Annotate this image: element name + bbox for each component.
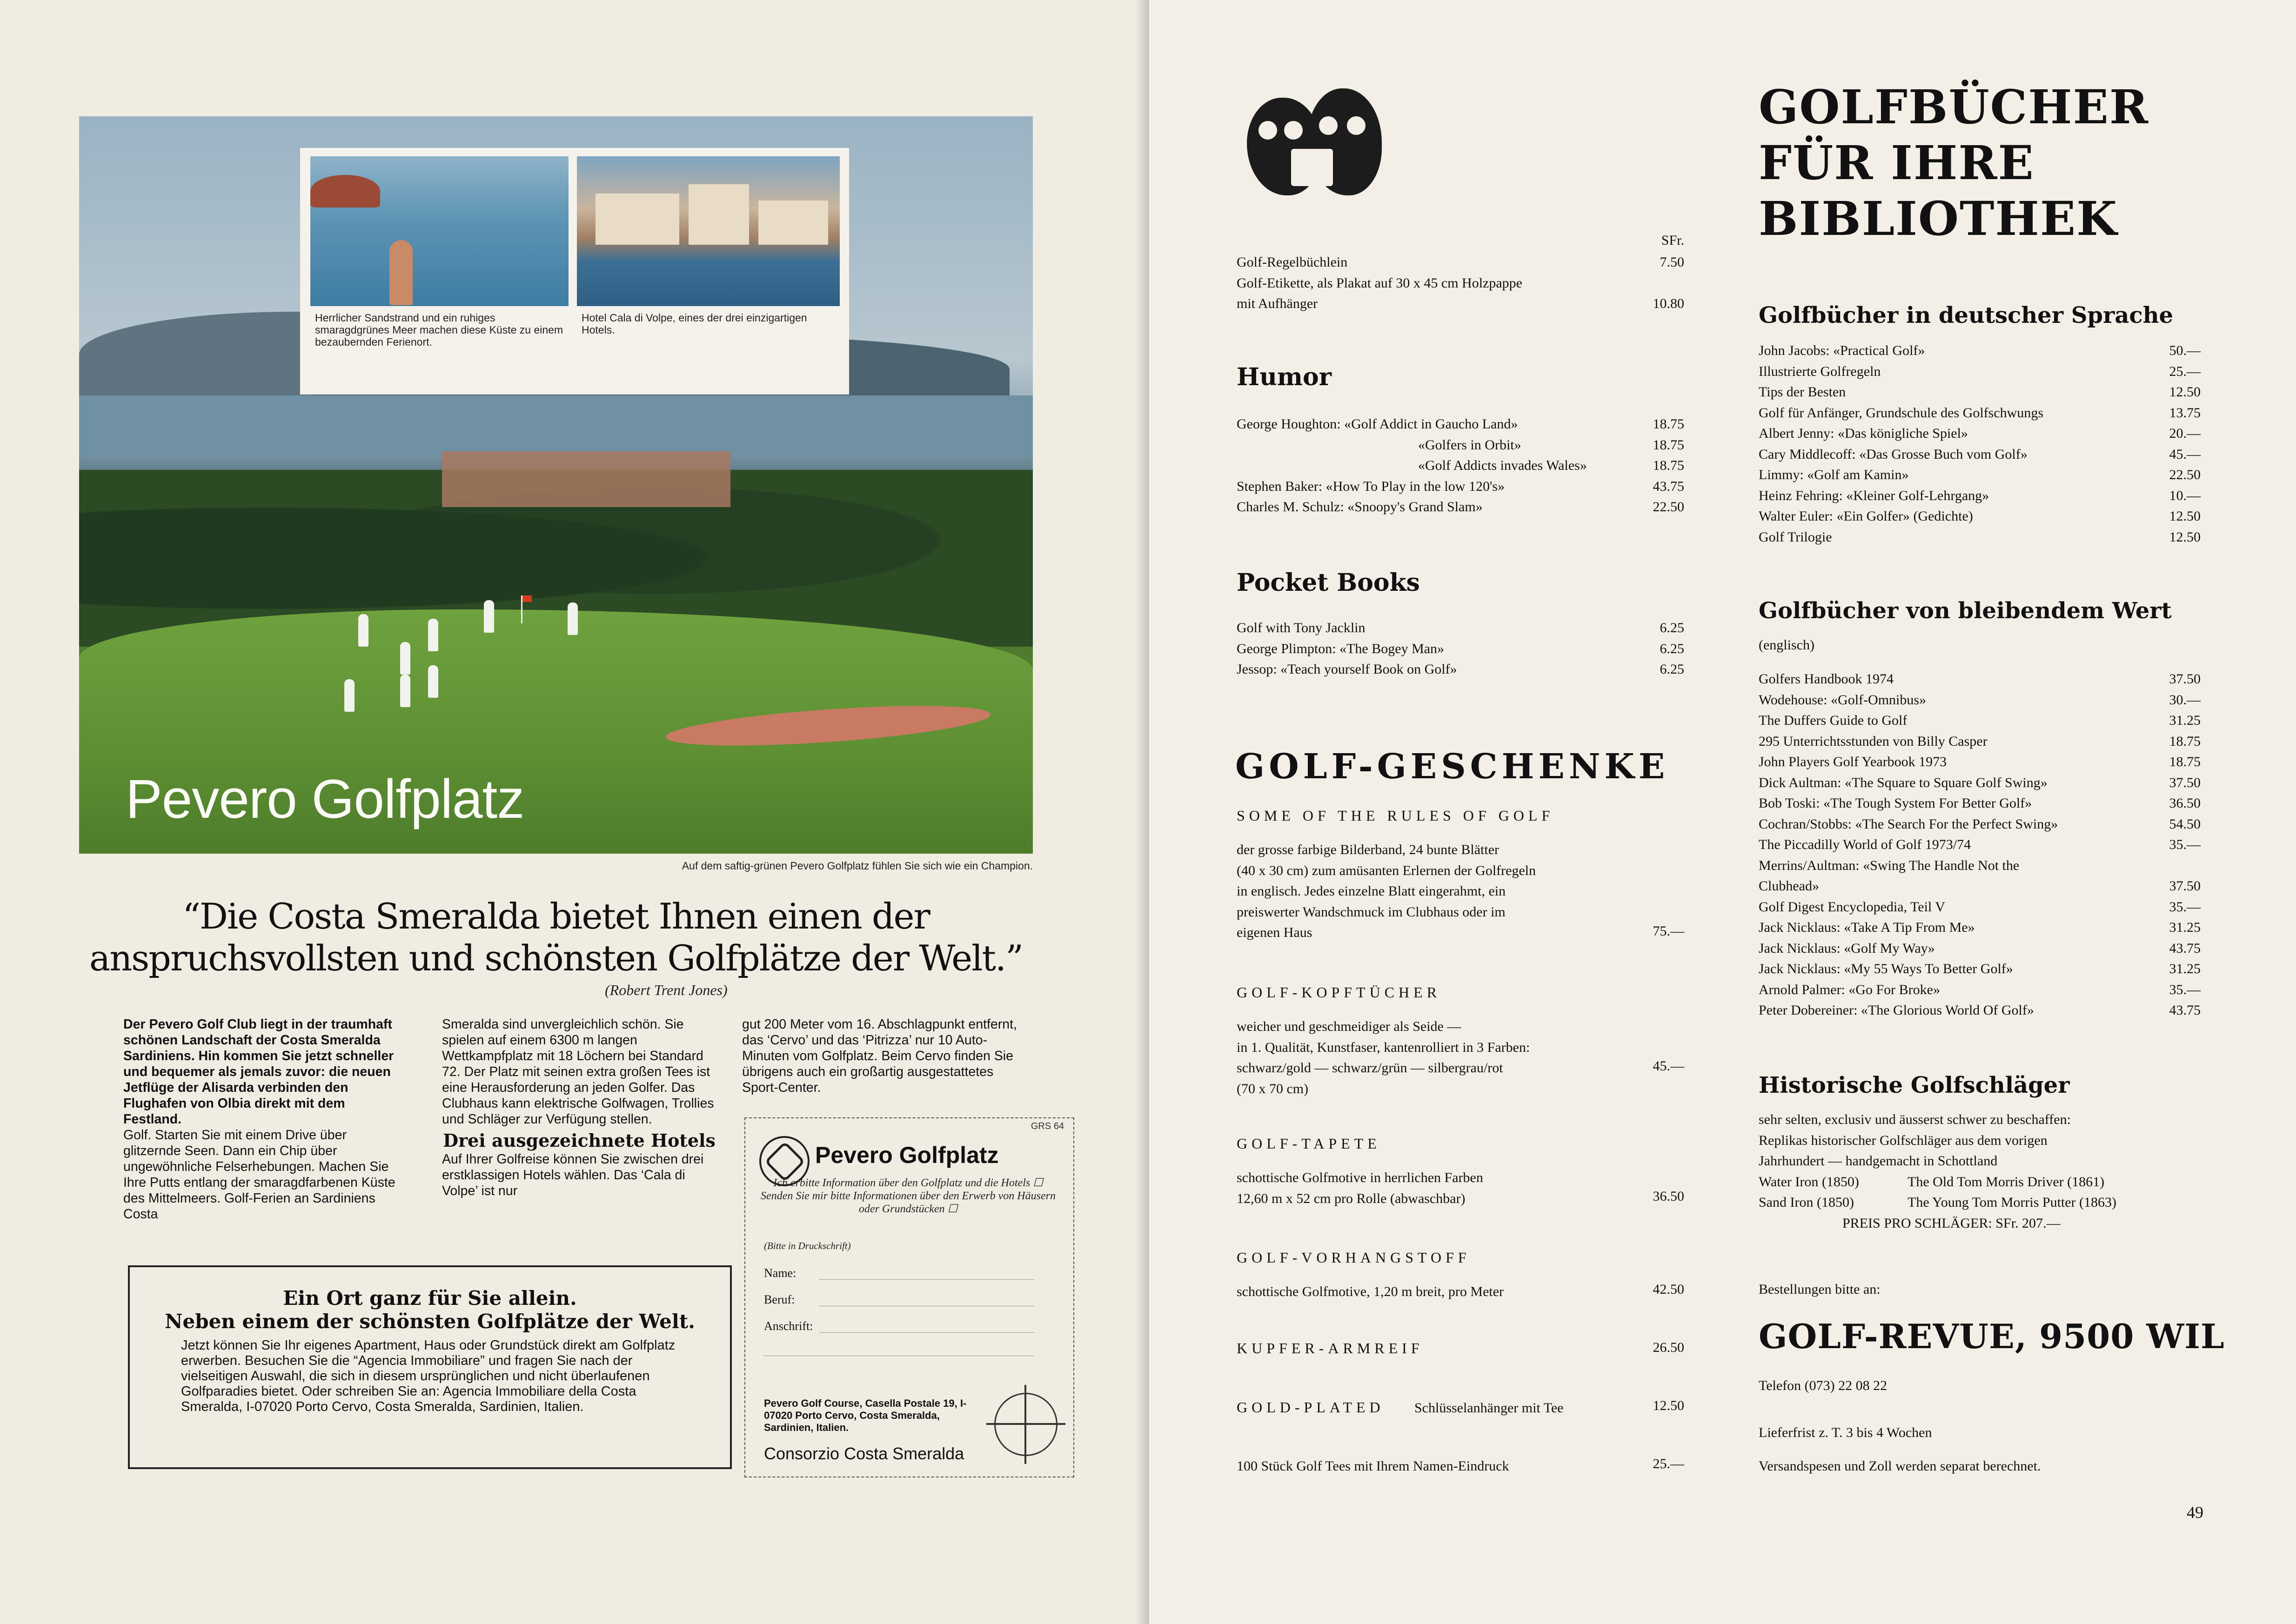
flag-icon bbox=[521, 595, 522, 623]
wert-heading: Golfbücher von bleibendem Wert bbox=[1759, 598, 2172, 624]
list-item: Wodehouse: «Golf-Omnibus» 30.— bbox=[1759, 692, 2201, 708]
quote-attribution: (Robert Trent Jones) bbox=[605, 982, 728, 998]
quote-line: anspruchsvollsten und schönsten Golfplätze der Welt.” bbox=[89, 937, 1023, 979]
list-item: mit Aufhänger 10.80 bbox=[1237, 296, 1684, 311]
inset-caption-hotel: Hotel Cala di Volpe, eines der drei einzigartigen Hotels. bbox=[582, 312, 807, 336]
lieferfrist: Lieferfrist z. T. 3 bis 4 Wochen bbox=[1759, 1425, 1932, 1440]
list-item: George Plimpton: «The Bogey Man» 6.25 bbox=[1237, 641, 1684, 656]
coupon-hint: (Bitte in Druckschrift) bbox=[764, 1240, 851, 1251]
golfer-figure bbox=[568, 602, 578, 635]
title-line: BIBLIOTHEK bbox=[1759, 191, 2118, 246]
list-item: Clubhead» 37.50 bbox=[1759, 878, 2201, 894]
name-field[interactable] bbox=[820, 1279, 1034, 1280]
golfer-figure bbox=[428, 665, 438, 698]
golfer-figure bbox=[484, 600, 494, 633]
list-item: Cary Middlecoff: «Das Grosse Buch vom Golf» 45.— bbox=[1759, 446, 2201, 462]
cartoon-golfers-icon bbox=[1238, 79, 1386, 205]
photo-title: Pevero Golfplatz bbox=[126, 769, 524, 830]
house-shape bbox=[758, 200, 828, 245]
humor-heading: Humor bbox=[1237, 363, 1332, 391]
box-heading: Ein Ort ganz für Sie allein. bbox=[283, 1287, 577, 1310]
list-item: Jack Nicklaus: «Golf My Way» 43.75 bbox=[1759, 940, 2201, 956]
wert-list bbox=[1759, 669, 2201, 1021]
list-item: Golf-Regelbüchlein 7.50 bbox=[1237, 254, 1684, 270]
golfer-figure bbox=[428, 619, 438, 651]
coupon-code: GRS 64 bbox=[1031, 1121, 1064, 1131]
photo-caption: Auf dem saftig-grünen Pevero Golfplatz fühlen Sie sich wie ein Champion. bbox=[682, 860, 1033, 872]
golfer-figure bbox=[358, 614, 368, 647]
list-item: The Duffers Guide to Golf 31.25 bbox=[1759, 713, 2201, 728]
list-item: Cochran/Stobbs: «The Search For the Perfect Swing» 54.50 bbox=[1759, 816, 2201, 832]
kopftuecher-price: 45.— bbox=[1653, 1058, 1684, 1074]
list-item: John Players Golf Yearbook 1973 18.75 bbox=[1759, 754, 2201, 769]
list-item: Golfers Handbook 1974 37.50 bbox=[1759, 671, 2201, 687]
title-line: FÜR IHRE bbox=[1759, 135, 2035, 190]
tapete-price: 36.50 bbox=[1653, 1189, 1684, 1204]
cartoon-book bbox=[1291, 149, 1333, 186]
list-item: Golf Trilogie 12.50 bbox=[1759, 529, 2201, 545]
gold-plated-heading: GOLD-PLATED bbox=[1237, 1399, 1385, 1416]
coupon-address: Pevero Golf Course, Casella Postale 19, I-07020 Porto Cervo, Costa Smeralda, Sardinien, Italien. bbox=[764, 1397, 967, 1433]
hotels-heading: Drei ausgezeichnete Hotels bbox=[443, 1130, 716, 1151]
ad-intro: Der Pevero Golf Club liegt in der traumhaft schönen Landschaft der Costa Smeralda Sardiniens. Hin kommen Sie jetzt schneller und bequemer als jemals zuvor: die neuen Jetflüge der Alisarda verbinden den Flughafen von Olbia direkt mit dem Festland. bbox=[123, 1017, 394, 1127]
top-items-list bbox=[1237, 252, 1684, 314]
list-item: Golf-Etikette, als Plakat auf 30 x 45 cm Holzpappe bbox=[1237, 275, 1522, 291]
inset-caption-beach: Herrlicher Sandstrand und ein ruhiges smaragdgrünes Meer machen diese Küste zu einem bezaubernden Ferienort. bbox=[315, 312, 563, 348]
currency-label: SFr. bbox=[1661, 233, 1684, 248]
list-item: Illustrierte Golfregeln 25.— bbox=[1759, 363, 2201, 379]
golfer-figure bbox=[400, 675, 410, 707]
kupfer-price: 26.50 bbox=[1653, 1340, 1684, 1355]
list-item: Golf with Tony Jacklin 6.25 bbox=[1237, 620, 1684, 635]
list-item: Peter Dobereiner: «The Glorious World Of Golf» 43.75 bbox=[1759, 1002, 2201, 1018]
kopftuecher-heading: GOLF-KOPFTÜCHER bbox=[1237, 984, 1441, 1001]
list-item: Limmy: «Golf am Kamin» 22.50 bbox=[1759, 467, 2201, 482]
vorhangstoff-price: 42.50 bbox=[1653, 1282, 1684, 1297]
house-shape bbox=[689, 184, 749, 245]
list-item: Dick Aultman: «The Square to Square Golf Swing» 37.50 bbox=[1759, 775, 2201, 790]
list-item: Albert Jenny: «Das königliche Spiel» 20.— bbox=[1759, 426, 2201, 441]
historische-text: sehr selten, exclusiv und äusserst schwer zu beschaffen: Replikas historischer Golfschläger aus dem vorigen Jahrhundert — handgemacht in Schottland Water Iron (1850) The Old Tom Morris Driver (1861) Sand Iron (1850) The Young Tom Morris Putter (1863) PREIS PRO SCHLÄGER: SFr. 207.— bbox=[1759, 1112, 2117, 1231]
list-item: Heinz Fehring: «Kleiner Golf-Lehrgang» 10.— bbox=[1759, 488, 2201, 503]
cartoon-eye bbox=[1319, 116, 1338, 135]
rules-heading: SOME OF THE RULES OF GOLF bbox=[1237, 807, 1554, 824]
list-item: 295 Unterrichtsstunden von Billy Casper 18.75 bbox=[1759, 733, 2201, 749]
rules-text: der grosse farbige Bilderband, 24 bunte Blätter (40 x 30 cm) zum amüsanten Erlernen der Golfregeln in englisch. Jedes einzelne Blatt eingerahmt, ein preiswerter Wandschmuck im Clubhaus oder im eigenen Haus bbox=[1237, 842, 1536, 940]
historische-heading: Historische Golfschläger bbox=[1759, 1072, 2070, 1098]
coupon-title: Pevero Golfplatz bbox=[815, 1142, 999, 1168]
inset-photos bbox=[300, 148, 849, 394]
list-item: Golf für Anfänger, Grundschule des Golfschwungs 13.75 bbox=[1759, 405, 2201, 421]
village-shape bbox=[442, 451, 730, 507]
order-label: Bestellungen bitte an: bbox=[1759, 1282, 1881, 1297]
name-label: Name: bbox=[764, 1266, 797, 1280]
real-estate-box bbox=[128, 1265, 732, 1469]
cartoon-eye bbox=[1284, 121, 1303, 140]
tees-price: 25.— bbox=[1653, 1456, 1684, 1471]
tapete-heading: GOLF-TAPETE bbox=[1237, 1135, 1381, 1152]
list-item: George Houghton: «Golf Addict in Gaucho Land» 18.75 bbox=[1237, 416, 1684, 432]
sea-shape bbox=[79, 395, 1033, 456]
compass-icon bbox=[994, 1393, 1058, 1456]
list-item: Tips der Besten 12.50 bbox=[1759, 384, 2201, 400]
cartoon-eye bbox=[1347, 116, 1366, 135]
ad-quote bbox=[79, 896, 1033, 979]
list-item: Jessop: «Teach yourself Book on Golf» 6.25 bbox=[1237, 662, 1684, 677]
deutsch-heading: Golfbücher in deutscher Sprache bbox=[1759, 302, 2173, 328]
hotel-photo bbox=[577, 156, 840, 306]
ad-paragraph: Golf. Starten Sie mit einem Drive über glitzernde Seen. Dann ein Chip über ungewöhnliche Felserhebungen. Machen Sie Ihre Putts entlang der smaragdfarbenen Küste des Mittelmeers. Golf-Ferien an Sardiniens Costa bbox=[123, 1128, 395, 1222]
list-item: Merrins/Aultman: «Swing The Handle Not the bbox=[1759, 857, 2020, 873]
ad-column-1 bbox=[123, 1016, 398, 1222]
box-subheading: Neben einem der schönsten Golfplätze der Welt. bbox=[165, 1310, 695, 1333]
geschenke-heading: GOLF-GESCHENKE bbox=[1235, 747, 1669, 787]
golfer-figure bbox=[400, 642, 410, 675]
rules-price: 75.— bbox=[1653, 923, 1684, 939]
gold-plated-text: Schlüsselanhänger mit Tee bbox=[1414, 1400, 1564, 1416]
telefon: Telefon (073) 22 08 22 bbox=[1759, 1378, 1888, 1393]
ad-paragraph: Smeralda sind unvergleichlich schön. Sie spielen auf einem 6300 m langen Wettkampfplatz mit 18 Löchern bei Standard 72. Der Platz mit seinen extra großen Tees ist eine Herausforderung an jeden Golfer. Das Clubhaus kann elektrische Golfwagen, Trollies und Schläger zur Verfügung stellen. bbox=[442, 1017, 714, 1127]
pocket-books-heading: Pocket Books bbox=[1237, 568, 1420, 597]
tapete-text: schottische Golfmotive in herrlichen Farben 12,60 m x 52 cm pro Rolle (abwaschbar) bbox=[1237, 1170, 1483, 1206]
quote-line: “Die Costa Smeralda bietet Ihnen einen der bbox=[182, 896, 930, 937]
beruf-label: Beruf: bbox=[764, 1293, 795, 1306]
consorzio-name: Consorzio Costa Smeralda bbox=[764, 1444, 964, 1463]
books-title bbox=[1759, 79, 2177, 247]
list-item: The Piccadilly World of Golf 1973/74 35.— bbox=[1759, 837, 2201, 852]
reply-coupon[interactable] bbox=[744, 1117, 1074, 1477]
vorhangstoff-text: schottische Golfmotive, 1,20 m breit, pro Meter bbox=[1237, 1284, 1504, 1299]
list-item: Jack Nicklaus: «My 55 Ways To Better Golf» 31.25 bbox=[1759, 961, 2201, 976]
wert-subheading: (englisch) bbox=[1759, 637, 1814, 653]
rock-shape bbox=[310, 175, 380, 207]
versand-note: Versandspesen und Zoll werden separat berechnet. bbox=[1759, 1458, 2041, 1474]
list-item: Bob Toski: «The Tough System For Better Golf» 36.50 bbox=[1759, 795, 2201, 811]
house-shape bbox=[596, 194, 679, 245]
pocket-books-list bbox=[1237, 618, 1684, 680]
anschrift-label: Anschrift: bbox=[764, 1319, 813, 1333]
kupfer-heading: KUPFER-ARMREIF bbox=[1237, 1340, 1424, 1357]
list-item: John Jacobs: «Practical Golf» 50.— bbox=[1759, 343, 2201, 358]
cartoon-eye bbox=[1258, 121, 1277, 140]
ad-column-2 bbox=[442, 1016, 716, 1199]
ad-paragraph: Auf Ihrer Golfreise können Sie zwischen drei erstklassigen Hotels wählen. Das ‘Cala di Volpe’ ist nur bbox=[442, 1152, 704, 1198]
list-item: Arnold Palmer: «Go For Broke» 35.— bbox=[1759, 982, 2201, 997]
list-item: Golf Digest Encyclopedia, Teil V 35.— bbox=[1759, 899, 2201, 915]
order-address: GOLF-REVUE, 9500 WIL bbox=[1759, 1317, 2225, 1356]
list-item: «Golf Addicts invades Wales» 18.75 bbox=[1418, 458, 1684, 473]
ad-paragraph: gut 200 Meter vom 16. Abschlagpunkt entfernt, das ‘Cervo’ und das ‘Pitrizza’ nur 10 Auto-Minuten vom Golfplatz. Beim Cervo finden Sie übrigens auch ein großartig ausgestattetes Sport-Center. bbox=[742, 1017, 1017, 1095]
list-item: Walter Euler: «Ein Golfer» (Gedichte) 12.50 bbox=[1759, 508, 2201, 524]
page-number: 49 bbox=[2187, 1503, 2203, 1522]
list-item: «Golfers in Orbit» 18.75 bbox=[1418, 437, 1684, 453]
anschrift-field[interactable] bbox=[820, 1332, 1034, 1333]
coupon-request-text: Ich erbitte Information über den Golfplatz und die Hotels ☐ Senden Sie mir bitte Informationen über den Erwerb von Häusern oder Grundstücken ☐ bbox=[761, 1177, 1056, 1215]
gold-plated-price: 12.50 bbox=[1653, 1398, 1684, 1413]
box-text: Jetzt können Sie Ihr eigenes Apartment, Haus oder Grundstück direkt am Golfplatz erwerben. Besuchen Sie die “Agencia Immobiliare” und fragen Sie nach der vielseitigen Auswahl, die sich in diesem ursprünglichen und nicht überlaufenen Golfparadies bietet. Oder schreiben Sie an: Agencia Immobiliare della Costa Smeralda, I-07020 Porto Cervo, Costa Smeralda, Sardinien, Italien. bbox=[181, 1338, 676, 1414]
golfer-figure bbox=[344, 679, 355, 712]
humor-list bbox=[1237, 414, 1684, 518]
vorhangstoff-heading: GOLF-VORHANGSTOFF bbox=[1237, 1249, 1471, 1266]
list-item: Stephen Baker: «How To Play in the low 120's» 43.75 bbox=[1237, 478, 1684, 494]
kopftuecher-text: weicher und geschmeidiger als Seide — in 1. Qualität, Kunstfaser, kantenrolliert in 3 Farben: schwarz/gold — schwarz/grün — silbergrau/rot (70 x 70 cm) bbox=[1237, 1019, 1530, 1096]
list-item: Charles M. Schulz: «Snoopy's Grand Slam» 22.50 bbox=[1237, 499, 1684, 515]
beach-photo bbox=[310, 156, 569, 306]
title-line: GOLFBÜCHER bbox=[1759, 80, 2149, 134]
tees-text: 100 Stück Golf Tees mit Ihrem Namen-Eindruck bbox=[1237, 1458, 1509, 1474]
swimmer-figure bbox=[389, 240, 413, 305]
ad-column-3 bbox=[742, 1016, 1031, 1096]
list-item: Jack Nicklaus: «Take A Tip From Me» 31.25 bbox=[1759, 920, 2201, 935]
deutsch-list bbox=[1759, 341, 2201, 548]
